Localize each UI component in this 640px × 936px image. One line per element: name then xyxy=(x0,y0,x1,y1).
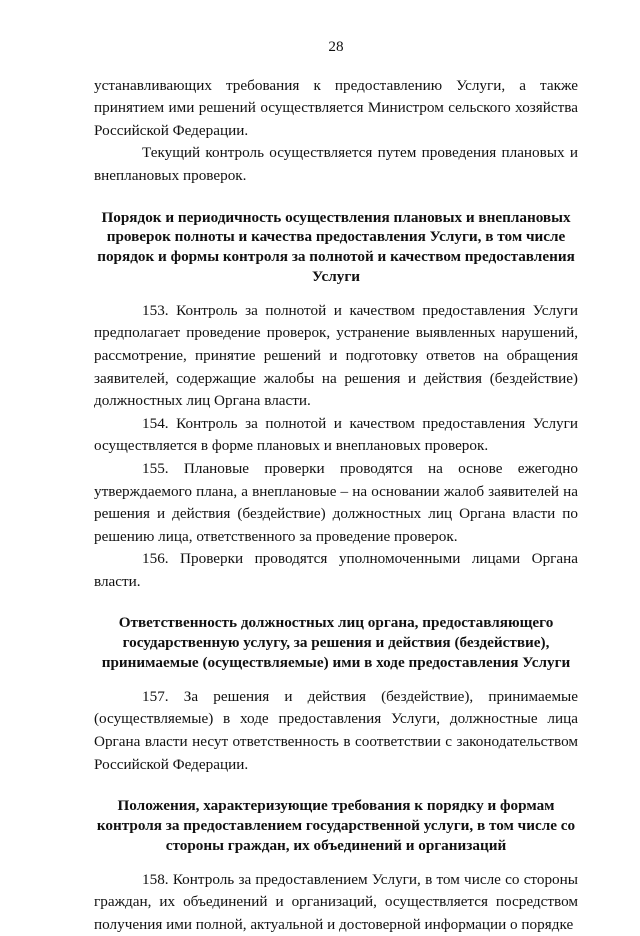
document-page xyxy=(94,36,578,936)
section-heading: Положения, характеризующие требования к порядку и формам контроля за предоставлением государственной услуги, в том числе со стороны граждан, их объединений и организаций xyxy=(96,797,576,854)
section-heading: Ответственность должностных лиц органа, предоставляющего государственную услугу, за решения и действия (бездействие), принимаемые (осуществляемые) ими в ходе предоставления Услуги xyxy=(101,614,571,672)
page-number: 28 xyxy=(328,38,344,55)
paragraph-155: 155. Плановые проверки проводятся на основе ежегодно утверждаемого плана, а внеплановые – на основании жалоб заявителей на решения и действия (бездействие) должностных лиц Органа власти по решению лица, ответственного за проведение проверок. xyxy=(94,459,578,545)
paragraph-158: 158. Контроль за предоставлением Услуги, в том числе со стороны граждан, их объединений и организаций, осуществляется посредством получения ими полной, актуальной и достоверной информации о порядке xyxy=(94,870,578,933)
paragraph: устанавливающих требования к предоставлению Услуги, а также принятием ими решений осуществляется Министром сельского хозяйства Российской Федерации. xyxy=(94,76,578,139)
paragraph-156: 156. Проверки проводятся уполномоченными лицами Органа власти. xyxy=(94,550,578,590)
section-heading: Порядок и периодичность осуществления плановых и внеплановых проверок полноты и качества предоставления Услуги, в том числе порядок и формы контроля за полнотой и качеством предоставления Услуги xyxy=(97,208,575,285)
paragraph-153: 153. Контроль за полнотой и качеством предоставления Услуги предполагает проведение проверок, устранение выявленных нарушений, рассмотрение, принятие решений и подготовку ответов на обращения заявителей, содержащие жалобы на решения и действия (бездействие) должностных лиц Органа власти. xyxy=(94,301,578,410)
paragraph-154: 154. Контроль за полнотой и качеством предоставления Услуги осуществляется в форме плановых и внеплановых проверок. xyxy=(94,414,578,455)
paragraph: Текущий контроль осуществляется путем проведения плановых и внеплановых проверок. xyxy=(94,144,578,184)
paragraph-157: 157. За решения и действия (бездействие), принимаемые (осуществляемые) в ходе предоставления Услуги, должностные лица Органа власти несут ответственность в соответствии с законодательством Российской Федерации. xyxy=(94,687,578,773)
